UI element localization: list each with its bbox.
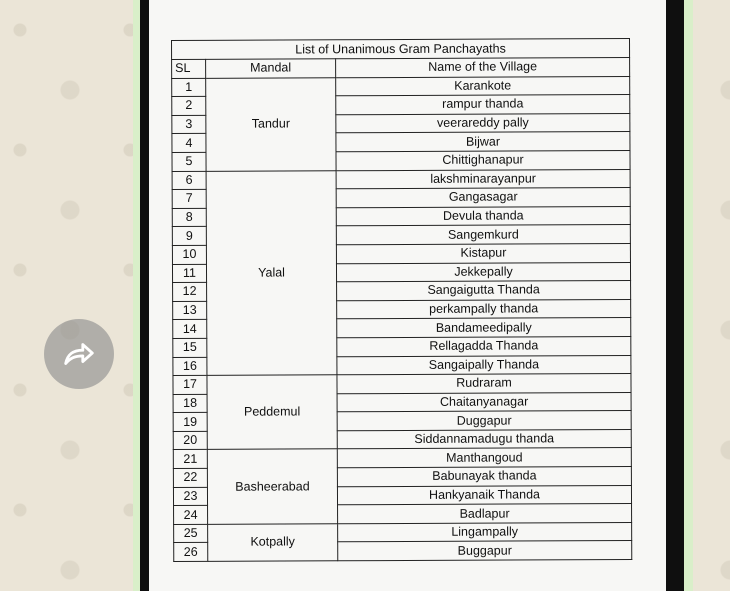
serial-number: 24 [174,506,208,525]
message-bubble-edge [133,0,140,591]
serial-number: 4 [172,134,206,153]
table-body [172,76,632,561]
serial-number: 19 [173,413,207,432]
village-name: lakshminarayanpur [336,169,630,189]
column-header-mandal: Mandal [206,59,336,78]
village-name: Chittighanapur [336,150,630,170]
serial-number: 7 [172,190,206,209]
village-name: Rudraram [337,374,631,394]
serial-number: 2 [172,97,206,116]
serial-number: 10 [172,245,206,264]
mandal-name: Peddemul [207,375,337,450]
serial-number: 9 [172,227,206,246]
serial-number: 20 [173,431,207,450]
village-name: Sangaipally Thanda [337,355,631,375]
serial-number: 6 [172,171,206,190]
serial-number: 3 [172,115,206,134]
village-name: Karankote [336,76,630,96]
village-name: Babunayak thanda [337,467,631,487]
village-name: perkampally thanda [337,299,631,319]
village-name: Jekkepally [336,262,630,282]
village-name: Gangasagar [336,188,630,208]
mandal-name: Basheerabad [207,449,337,524]
village-name: veerareddy pally [336,113,630,133]
serial-number: 26 [174,543,208,562]
village-name: Hankyanaik Thanda [337,485,631,505]
table-row [174,522,632,543]
village-name: Bandameedipally [337,318,631,338]
serial-number: 12 [173,282,207,301]
column-header-village: Name of the Village [336,57,630,77]
forward-arrow-icon [60,335,98,373]
serial-number: 21 [173,450,207,469]
column-header-sl: SL [172,59,206,78]
serial-number: 5 [172,152,206,171]
village-name: Badlapur [338,504,632,524]
village-name: Kistapur [336,243,630,263]
village-name: Rellagadda Thanda [337,336,631,356]
village-name: Siddannamadugu thanda [337,429,631,449]
serial-number: 18 [173,394,207,413]
table-row [173,448,631,469]
village-name: Manthangoud [337,448,631,468]
village-name: Lingampally [338,522,632,542]
village-name: Sangaigutta Thanda [337,281,631,301]
serial-number: 14 [173,320,207,339]
village-name: Buggapur [338,541,632,561]
serial-number: 25 [174,524,208,543]
document-title: List of Unanimous Gram Panchayaths [172,38,630,59]
serial-number: 15 [173,338,207,357]
village-name: Sangemkurd [336,225,630,245]
village-name: rampur thanda [336,95,630,115]
serial-number: 13 [173,301,207,320]
table-row [173,374,631,395]
panchayath-document [171,38,631,562]
forward-button[interactable] [44,319,114,389]
mandal-name: Yalal [206,170,337,375]
table-row [172,76,630,97]
serial-number: 17 [173,375,207,394]
message-bubble-edge [684,0,693,591]
serial-number: 1 [172,78,206,97]
serial-number: 11 [172,264,206,283]
village-name: Devula thanda [336,206,630,226]
serial-number: 22 [173,468,207,487]
village-name: Chaitanyanagar [337,392,631,412]
mandal-name: Tandur [206,77,336,171]
serial-number: 16 [173,357,207,376]
serial-number: 8 [172,208,206,227]
village-name: Duggapur [337,411,631,431]
table-row [172,169,630,190]
mandal-name: Kotpally [208,524,338,562]
panchayath-table [171,38,632,562]
village-name: Bijwar [336,132,630,152]
serial-number: 23 [173,487,207,506]
